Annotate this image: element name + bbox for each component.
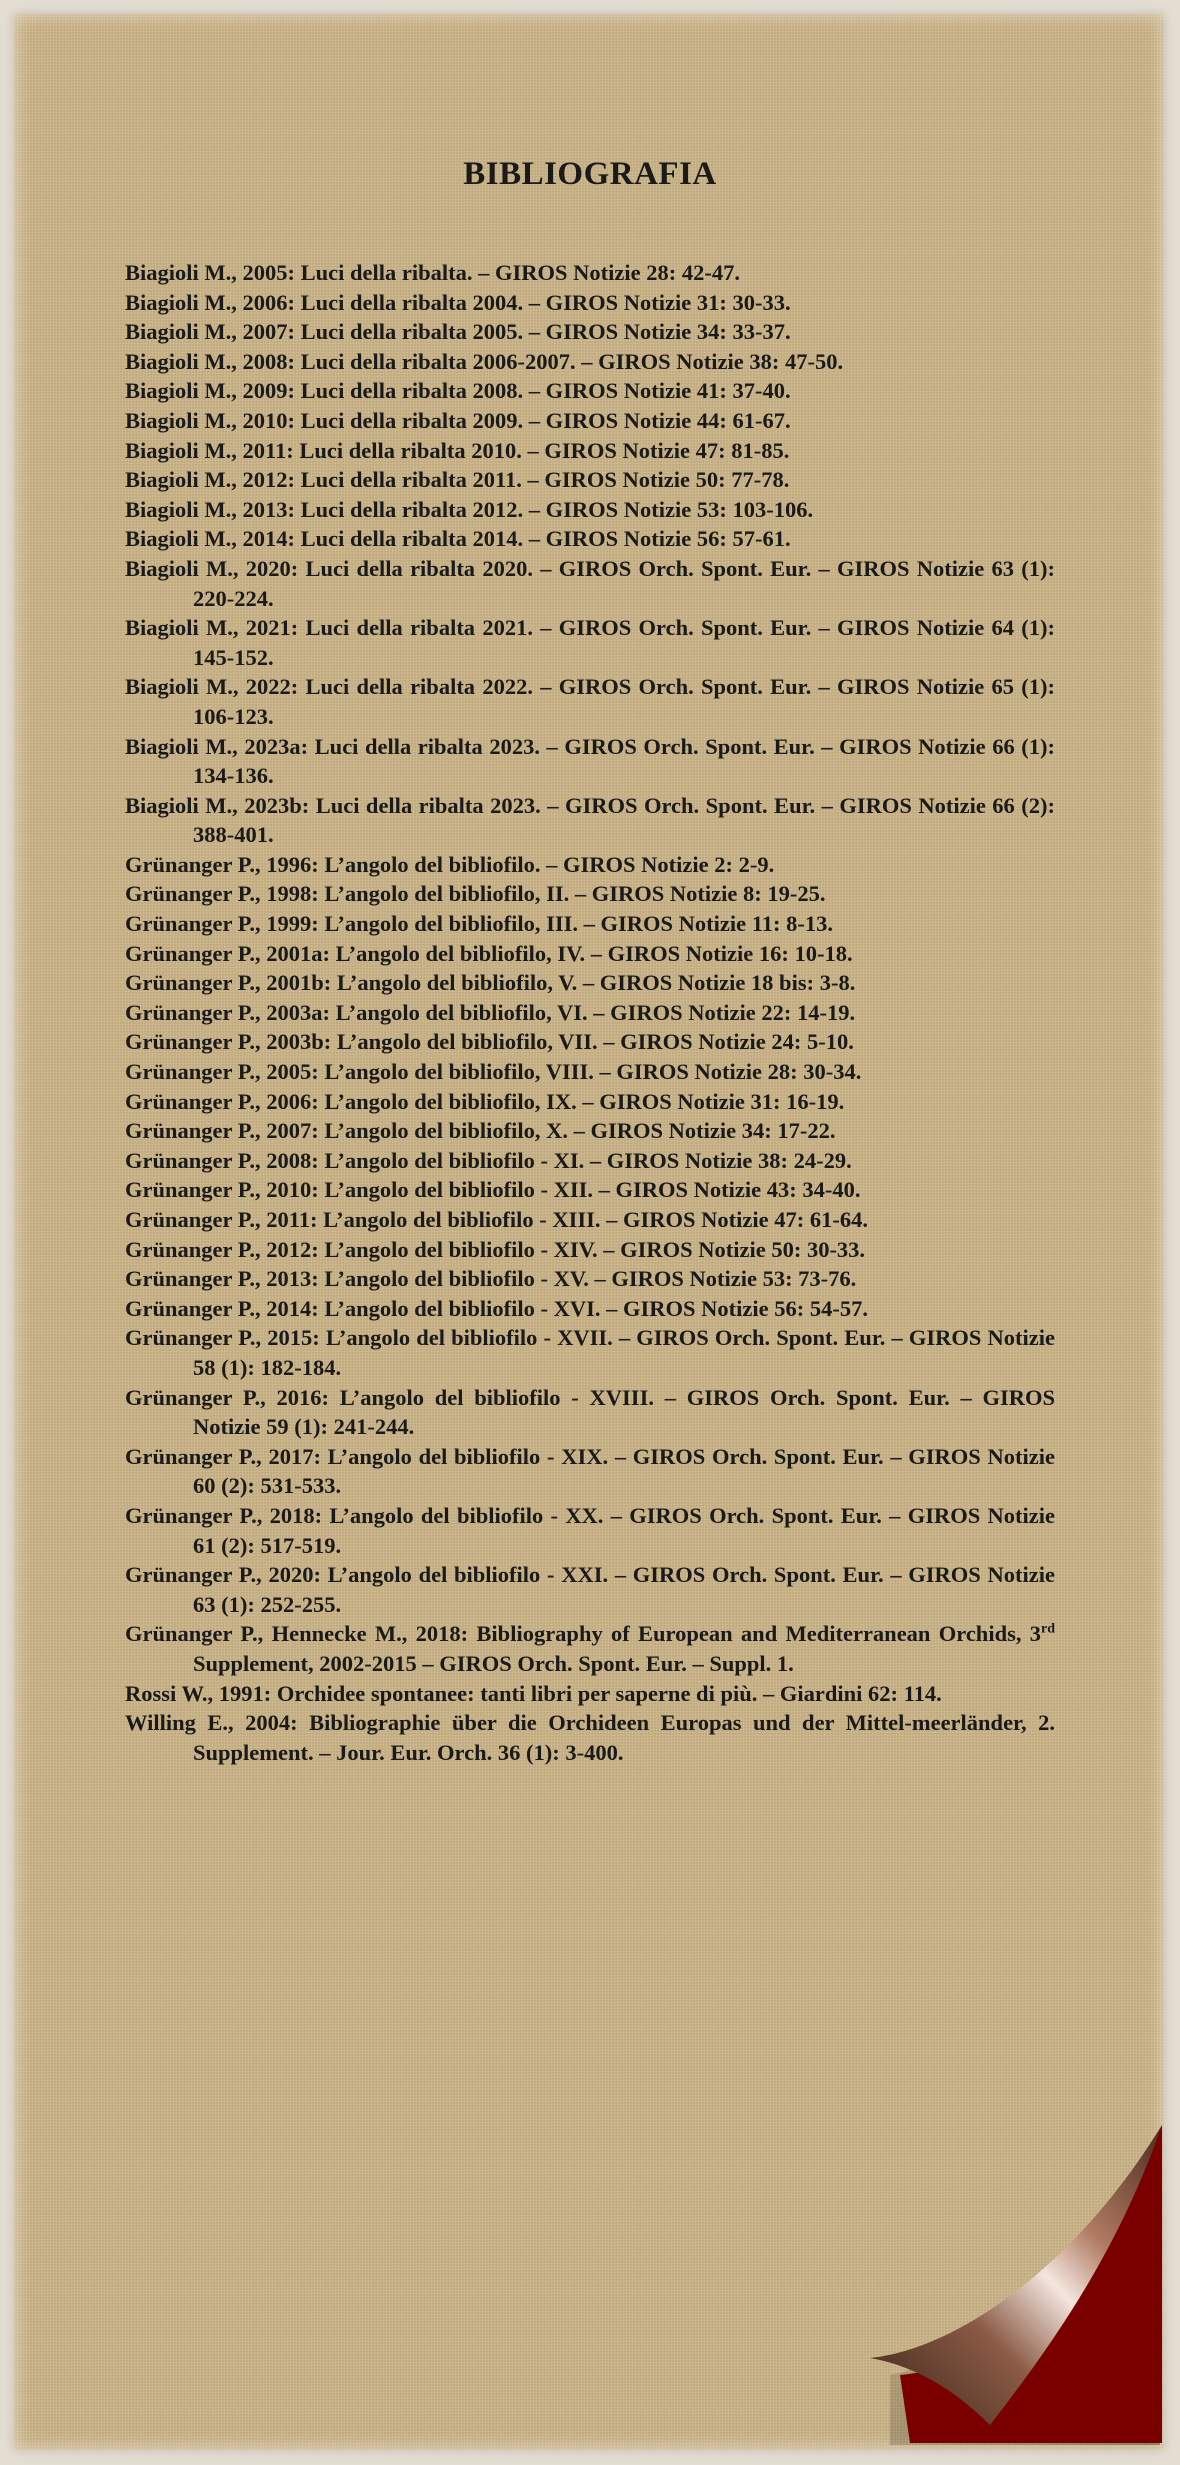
- reference-entry: Grünanger P., 2017: L’angolo del bibliofilo - XIX. – GIROS Orch. Spont. Eur. – GIROS Notizie 60 (2): 531-533.: [125, 1443, 1055, 1499]
- reference-entry: Grünanger P., 2006: L’angolo del bibliofilo, IX. – GIROS Notizie 31: 16-19.: [125, 1088, 845, 1114]
- reference-entry: Biagioli M., 2006: Luci della ribalta 2004. – GIROS Notizie 31: 30-33.: [125, 289, 791, 315]
- reference-entry: Biagioli M., 2022: Luci della ribalta 2022. – GIROS Orch. Spont. Eur. – GIROS Notizie 65 (1): 106-123.: [125, 674, 1055, 729]
- reference-entry: Biagioli M., 2023a: Luci della ribalta 2023. – GIROS Orch. Spont. Eur. – GIROS Notizie 66 (1): 134-136.: [125, 733, 1055, 789]
- reference-entry: Biagioli M., 2007: Luci della ribalta 2005. – GIROS Notizie 34: 33-37.: [125, 319, 791, 345]
- reference-entry: Grünanger P., 2011: L’angolo del bibliofilo - XIII. – GIROS Notizie 47: 61-64.: [125, 1207, 868, 1232]
- reference-entry: Grünanger P., 2013: L’angolo del bibliofilo - XV. – GIROS Notizie 53: 73-76.: [125, 1266, 857, 1292]
- reference-entry: Grünanger P., 2012: L’angolo del bibliofilo - XIV. – GIROS Notizie 50: 30-33.: [125, 1236, 866, 1262]
- reference-entry: Grünanger P., 1998: L’angolo del bibliofilo, II. – GIROS Notizie 8: 19-25.: [125, 881, 826, 907]
- reference-entry: Grünanger P., 2018: L’angolo del bibliofilo - XX. – GIROS Orch. Spont. Eur. – GIROS Notizie 61 (2): 517-519.: [125, 1502, 1055, 1558]
- reference-entry: Grünanger P., 2001b: L’angolo del bibliofilo, V. – GIROS Notizie 18 bis: 3-8.: [125, 970, 856, 996]
- reference-entry: Grünanger P., 2005: L’angolo del bibliofilo, VIII. – GIROS Notizie 28: 30-34.: [125, 1059, 862, 1085]
- reference-entry: Grünanger P., 2020: L’angolo del bibliofilo - XXI. – GIROS Orch. Spont. Eur. – GIROS Notizie 63 (1): 252-255.: [125, 1562, 1055, 1617]
- reference-entry: Grünanger P., 2003b: L’angolo del bibliofilo, VII. – GIROS Notizie 24: 5-10.: [125, 1029, 854, 1055]
- reference-entry: Grünanger P., 1996: L’angolo del bibliofilo. – GIROS Notizie 2: 2-9.: [125, 851, 775, 877]
- reference-text: Supplement, 2002-2015 – GIROS Orch. Spont. Eur. – Suppl. 1.: [193, 1650, 794, 1676]
- reference-entry: Grünanger P., 1999: L’angolo del bibliofilo, III. – GIROS Notizie 11: 8-13.: [125, 911, 833, 937]
- reference-entry: Grünanger P., 2001a: L’angolo del bibliofilo, IV. – GIROS Notizie 16: 10-18.: [125, 940, 853, 966]
- reference-entry: Grünanger P., 2008: L’angolo del bibliofilo - XI. – GIROS Notizie 38: 24-29.: [125, 1147, 852, 1173]
- reference-entry: Biagioli M., 2013: Luci della ribalta 2012. – GIROS Notizie 53: 103-106.: [125, 496, 814, 522]
- reference-entry: Grünanger P., 2007: L’angolo del bibliofilo, X. – GIROS Notizie 34: 17-22.: [125, 1118, 836, 1144]
- reference-entry: Grünanger P., 2016: L’angolo del bibliofilo - XVIII. – GIROS Orch. Spont. Eur. – GIROS Notizie 59 (1): 241-244.: [125, 1384, 1055, 1440]
- reference-entry: Biagioli M., 2012: Luci della ribalta 2011. – GIROS Notizie 50: 77-78.: [125, 467, 790, 493]
- reference-entry: Grünanger P., 2014: L’angolo del bibliofilo - XVI. – GIROS Notizie 56: 54-57.: [125, 1295, 868, 1321]
- page-title: BIBLIOGRAFIA: [463, 156, 717, 192]
- reference-superscript: rd: [1041, 1621, 1055, 1637]
- reference-entry: Grünanger P., 2010: L’angolo del bibliofilo - XII. – GIROS Notizie 43: 34-40.: [125, 1177, 861, 1203]
- reference-entry: Biagioli M., 2009: Luci della ribalta 2008. – GIROS Notizie 41: 37-40.: [125, 378, 791, 404]
- reference-entry: Biagioli M., 2011: Luci della ribalta 2010. – GIROS Notizie 47: 81-85.: [125, 437, 790, 463]
- reference-entry: Biagioli M., 2008: Luci della ribalta 2006-2007. – GIROS Notizie 38: 47-50.: [125, 348, 844, 374]
- reference-entry: Rossi W., 1991: Orchidee spontanee: tanti libri per saperne di più. – Giardini 62: 114.: [125, 1680, 942, 1706]
- reference-entry: Biagioli M., 2010: Luci della ribalta 2009. – GIROS Notizie 44: 61-67.: [125, 407, 791, 433]
- reference-entry: Biagioli M., 2021: Luci della ribalta 2021. – GIROS Orch. Spont. Eur. – GIROS Notizie 64 (1): 145-152.: [125, 615, 1055, 670]
- bibliography-list: [125, 258, 1055, 1767]
- reference-entry: Biagioli M., 2023b: Luci della ribalta 2023. – GIROS Orch. Spont. Eur. – GIROS Notizie 66 (2): 388-401.: [125, 792, 1055, 848]
- reference-entry: [125, 1619, 1055, 1678]
- reference-entry: Biagioli M., 2005: Luci della ribalta. – GIROS Notizie 28: 42-47.: [125, 260, 740, 285]
- reference-entry: Biagioli M., 2014: Luci della ribalta 2014. – GIROS Notizie 56: 57-61.: [125, 526, 791, 552]
- reference-entry: Grünanger P., 2003a: L’angolo del bibliofilo, VI. – GIROS Notizie 22: 14-19.: [125, 999, 856, 1025]
- reference-entry: Grünanger P., 2015: L’angolo del bibliofilo - XVII. – GIROS Orch. Spont. Eur. – GIROS Notizie 58 (1): 182-184.: [125, 1325, 1055, 1380]
- reference-text: Grünanger P., Hennecke M., 2018: Bibliography of European and Mediterranean Orchids, 3: [125, 1621, 1041, 1647]
- page-curl-icon[interactable]: [870, 2125, 1170, 2455]
- reference-entry: Biagioli M., 2020: Luci della ribalta 2020. – GIROS Orch. Spont. Eur. – GIROS Notizie 63 (1): 220-224.: [125, 555, 1055, 611]
- reference-entry: Willing E., 2004: Bibliographie über die Orchideen Europas und der Mittel-meerländer, 2. Supplement. – Jour. Eur. Orch. 36 (1): 3-400.: [125, 1710, 1055, 1765]
